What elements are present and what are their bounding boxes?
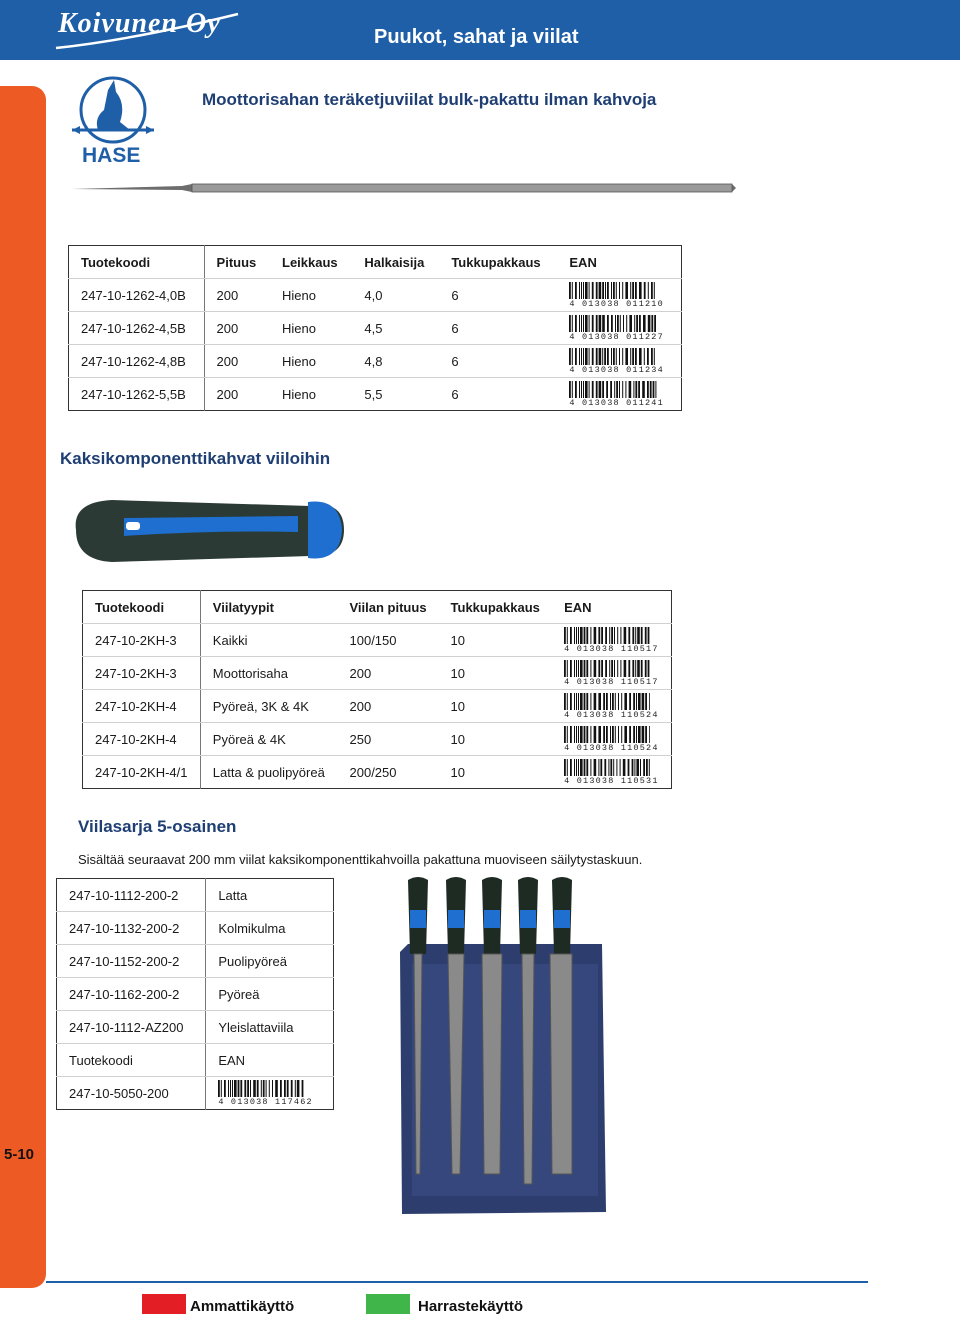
product-code: 247-10-1262-4,8B xyxy=(69,345,205,378)
product-code: 247-10-1112-AZ200 xyxy=(57,1011,206,1044)
file-type: Kaikki xyxy=(200,624,337,657)
col-header: Tukkupakkaus xyxy=(439,591,553,624)
ean-barcode xyxy=(557,345,681,378)
file-name: Pyöreä xyxy=(206,978,334,1011)
section-title: Puukot, sahat ja viilat xyxy=(374,26,579,48)
file-set-image xyxy=(398,874,608,1216)
table-row xyxy=(83,723,672,756)
product-code: 247-10-2KH-4 xyxy=(83,690,201,723)
table-row xyxy=(69,378,682,411)
ean-number: 4 013038 011210 xyxy=(569,298,664,309)
col-header: Tuotekoodi xyxy=(83,591,201,624)
ean-barcode xyxy=(557,312,681,345)
ean-barcode xyxy=(557,279,681,312)
ean-barcode xyxy=(206,1077,334,1110)
pack-size: 6 xyxy=(439,312,557,345)
cut: Hieno xyxy=(270,279,352,312)
col-header: Tukkupakkaus xyxy=(439,246,557,279)
product-code: 247-10-1262-4,5B xyxy=(69,312,205,345)
col-header: EAN xyxy=(557,246,681,279)
file-length: 100/150 xyxy=(338,624,439,657)
barcode-image xyxy=(564,693,650,710)
ean-barcode xyxy=(552,624,671,657)
table-row xyxy=(57,912,334,945)
barcode-image xyxy=(564,726,650,743)
product-code: 247-10-1132-200-2 xyxy=(57,912,206,945)
barcode-image xyxy=(569,315,657,332)
length: 200 xyxy=(204,312,270,345)
ean-number: 4 013038 117462 xyxy=(218,1096,313,1107)
pack-size: 6 xyxy=(439,279,557,312)
col-header: Leikkaus xyxy=(270,246,352,279)
table-row xyxy=(83,624,672,657)
table-header-row xyxy=(69,246,682,279)
diameter: 4,5 xyxy=(352,312,439,345)
table-row xyxy=(69,279,682,312)
table-row xyxy=(57,879,334,912)
barcode-image xyxy=(569,282,657,299)
product-code: 247-10-1262-4,0B xyxy=(69,279,205,312)
diameter: 5,5 xyxy=(364,386,383,402)
header-divider xyxy=(0,60,960,63)
col-header: Halkaisija xyxy=(352,246,439,279)
pack-size: 6 xyxy=(451,386,459,402)
table-row xyxy=(57,1077,334,1110)
pack-size: 6 xyxy=(439,345,557,378)
col-header: EAN xyxy=(552,591,671,624)
legend-label-hobby: Harrastekäyttö xyxy=(418,1298,524,1315)
legend-swatch-hobby xyxy=(366,1294,410,1314)
table-row xyxy=(69,345,682,378)
pack-size: 10 xyxy=(439,624,553,657)
cut: Hieno xyxy=(270,345,352,378)
page-number: 5-10 xyxy=(4,1146,35,1163)
table-row xyxy=(57,945,334,978)
ean-number: 4 013038 110524 xyxy=(564,742,659,753)
length: 200 xyxy=(216,386,239,402)
cut: Hieno xyxy=(270,312,352,345)
section2-title: Kaksikomponenttikahvat viiloihin xyxy=(60,449,331,468)
file-type: Moottorisaha xyxy=(200,657,337,690)
legend-swatch-professional xyxy=(142,1294,186,1314)
product-code: 247-10-1152-200-2 xyxy=(57,945,206,978)
ean-number: 4 013038 110517 xyxy=(564,643,659,654)
ean-number: 4 013038 110531 xyxy=(564,775,659,786)
ean-barcode xyxy=(557,378,681,411)
ean-number: 4 013038 110524 xyxy=(564,709,659,720)
product-code: 247-10-2KH-3 xyxy=(83,624,201,657)
ean-number: 4 013038 110517 xyxy=(564,676,659,687)
file-type: Latta & puolipyöreä xyxy=(212,764,325,780)
file-type: Pyöreä & 4K xyxy=(200,723,337,756)
section1-title: Moottorisahan teräketjuviilat bulk-pakattu ilman kahvoja xyxy=(202,90,657,109)
file-name: Yleislattaviila xyxy=(206,1011,334,1044)
table-row xyxy=(83,657,672,690)
file-length: 200/250 xyxy=(349,764,397,780)
product-code: 247-10-1262-5,5B xyxy=(69,378,205,411)
section3-description: Sisältää seuraavat 200 mm viilat kaksikomponenttikahvoilla pakattuna muoviseen säilytystaskuun. xyxy=(78,852,643,867)
file-length: 200 xyxy=(338,690,439,723)
ean-barcode xyxy=(552,657,671,690)
ean-number: 4 013038 011234 xyxy=(569,364,664,375)
col-header: Viilatyypit xyxy=(200,591,337,624)
table-row xyxy=(69,312,682,345)
footer-rule xyxy=(46,1281,868,1283)
barcode-image xyxy=(569,381,657,398)
length: 200 xyxy=(204,345,270,378)
section3-title: Viilasarja 5-osainen xyxy=(78,817,237,836)
hase-brand-name: HASE xyxy=(82,144,141,166)
pack-size: 10 xyxy=(439,690,553,723)
legend-label-professional: Ammattikäyttö xyxy=(190,1298,295,1315)
ean-number: 4 013038 011241 xyxy=(569,397,664,408)
ean-number: 4 013038 011227 xyxy=(569,331,664,342)
product-code: 247-10-5050-200 xyxy=(57,1077,206,1110)
file-name: Puolipyöreä xyxy=(206,945,334,978)
col-header: Tuotekoodi xyxy=(57,1044,206,1077)
ean-barcode xyxy=(552,756,671,789)
section2-table xyxy=(82,590,672,789)
table-row xyxy=(57,978,334,1011)
ean-barcode xyxy=(552,690,671,723)
col-header: Viilan pituus xyxy=(338,591,439,624)
table-row xyxy=(83,690,672,723)
diameter: 4,0 xyxy=(352,279,439,312)
length: 200 xyxy=(204,279,270,312)
table-row xyxy=(83,756,672,789)
table-row xyxy=(57,1011,334,1044)
pack-size: 10 xyxy=(439,657,553,690)
cut: Hieno xyxy=(282,386,316,402)
barcode-image xyxy=(569,348,657,365)
section3-table xyxy=(56,878,334,1110)
company-logo: Koivunen Oy xyxy=(58,8,221,39)
product-code: 247-10-1162-200-2 xyxy=(57,978,206,1011)
file-name: Kolmikulma xyxy=(206,912,334,945)
col-header: Pituus xyxy=(204,246,270,279)
product-code: 247-10-2KH-3 xyxy=(83,657,201,690)
barcode-image xyxy=(564,627,650,644)
col-header: Tuotekoodi xyxy=(69,246,205,279)
file-length: 250 xyxy=(338,723,439,756)
barcode-image xyxy=(218,1080,304,1097)
section1-table xyxy=(68,245,682,411)
ean-barcode xyxy=(552,723,671,756)
pack-size: 10 xyxy=(450,764,465,780)
product-code: 247-10-2KH-4 xyxy=(83,723,201,756)
col-header: EAN xyxy=(206,1044,334,1077)
file-type: Pyöreä, 3K & 4K xyxy=(200,690,337,723)
file-name: Latta xyxy=(206,879,334,912)
diameter: 4,8 xyxy=(352,345,439,378)
product-code: 247-10-1112-200-2 xyxy=(57,879,206,912)
chapter-side-bar xyxy=(0,86,46,1288)
table-row xyxy=(57,1044,334,1077)
hase-brand-logo xyxy=(70,74,156,166)
file-handle-image xyxy=(72,492,348,568)
product-code: 247-10-2KH-4/1 xyxy=(83,756,201,789)
chain-saw-file-image xyxy=(72,180,736,196)
pack-size: 10 xyxy=(439,723,553,756)
barcode-image xyxy=(564,759,650,776)
file-length: 200 xyxy=(338,657,439,690)
table-header-row xyxy=(83,591,672,624)
barcode-image xyxy=(564,660,650,677)
